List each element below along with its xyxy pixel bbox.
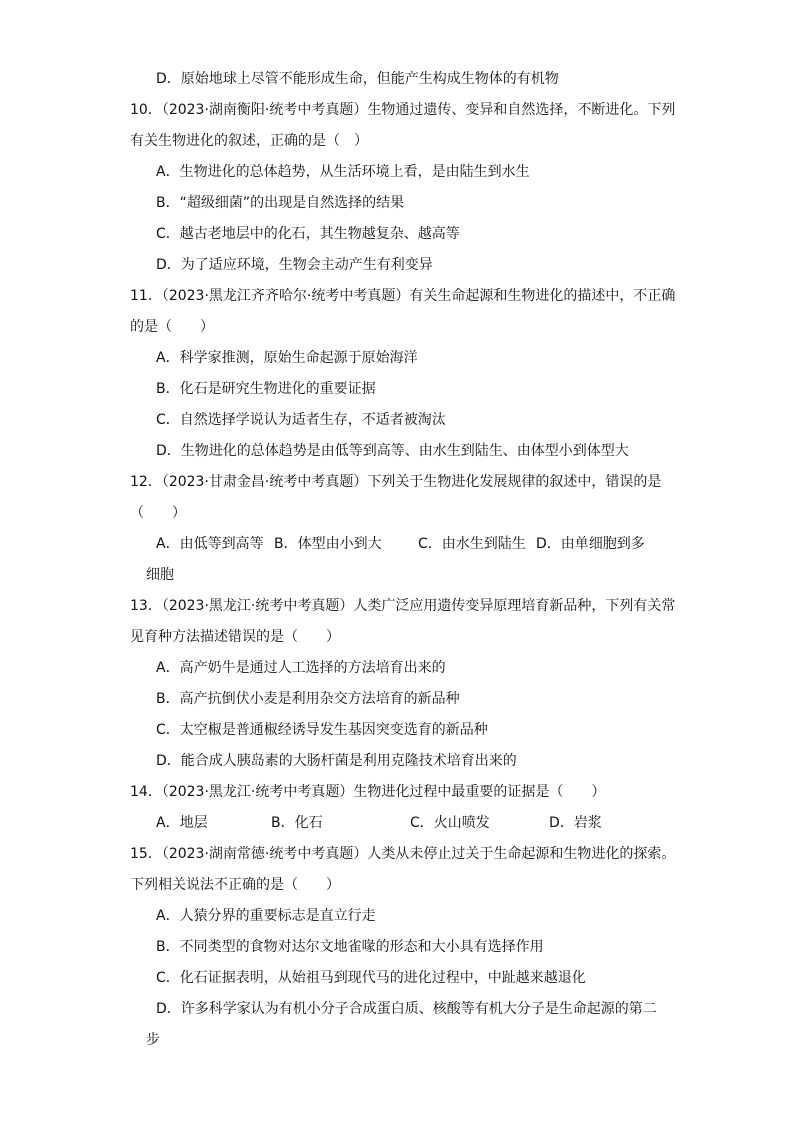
q9-option-d: D．原始地球上尽管不能形成生命，但能产生构成生物体的有机物 (156, 71, 559, 87)
q15-option-c: C．化石证据表明，从始祖马到现代马的进化过程中，中趾越来越退化 (156, 970, 586, 986)
q11-option-b: B．化石是研究生物进化的重要证据 (156, 381, 376, 397)
q11-stem-line-1: 11．（2023·黑龙江齐齐哈尔·统考中考真题）有关生命起源和生物进化的描述中，不正确 (130, 288, 676, 304)
q10-option-c: C．越古老地层中的化石，其生物越复杂、越高等 (156, 226, 460, 242)
question-15 (130, 839, 694, 1056)
q14-stem: 14．（2023·黑龙江·统考中考真题）生物进化过程中最重要的证据是（ ） (130, 784, 606, 800)
q14-option-d: D．岩浆 (549, 815, 602, 831)
q11-option-c: C．自然选择学说认为适者生存，不适者被淘汰 (156, 412, 446, 428)
q13-option-c: C．太空椒是普通椒经诱导发生基因突变选育的新品种 (156, 722, 488, 738)
q12-option-a: A．由低等到高等 (156, 536, 264, 552)
question-13 (130, 591, 694, 777)
q14-option-b: B．化石 (271, 815, 323, 831)
q11-option-a: A．科学家推测，原始生命起源于原始海洋 (156, 350, 418, 366)
q11-option-d: D．生物进化的总体趋势是由低等到高等、由水生到陆生、由体型小到体型大 (156, 443, 629, 459)
q12-option-d: D．由单细胞到多 (536, 536, 645, 552)
q15-option-b: B．不同类型的食物对达尔文地雀喙的形态和大小具有选择作用 (156, 939, 544, 955)
question-12 (130, 467, 694, 591)
q14-options-row (130, 808, 694, 839)
q13-option-b: B．高产抗倒伏小麦是利用杂交方法培育的新品种 (156, 691, 460, 707)
q15-option-a: A．人猿分界的重要标志是直立行走 (156, 908, 376, 924)
q14-option-c: C．火山喷发 (410, 815, 490, 831)
question-14 (130, 777, 694, 839)
q10-stem-line-1: 10．（2023·湖南衡阳·统考中考真题）生物通过遗传、变异和自然选择，不断进化。下列 (130, 102, 676, 118)
q12-option-d-continued: 细胞 (146, 567, 174, 583)
q15-option-d-continued: 步 (146, 1032, 160, 1048)
question-11 (130, 281, 694, 467)
q15-stem-line-2: 下列相关说法不正确的是（ ） (130, 877, 340, 893)
q15-option-d: D．许多科学家认为有机小分子合成蛋白质、核酸等有机大分子是生命起源的第二 (156, 1001, 657, 1017)
q12-stem-line-2: （ ） (130, 505, 186, 521)
q12-option-b: B．体型由小到大 (274, 536, 382, 552)
q13-option-a: A．高产奶牛是通过人工选择的方法培育出来的 (156, 660, 446, 676)
q15-stem-line-1: 15．（2023·湖南常德·统考中考真题）人类从未停止过关于生命起源和生物进化的探索。 (130, 846, 676, 862)
q12-options-row (130, 529, 694, 560)
q10-option-b: B．“超级细菌”的出现是自然选择的结果 (156, 195, 405, 211)
q13-stem-line-2: 见育种方法描述错误的是（ ） (130, 629, 340, 645)
q13-stem-line-1: 13．（2023·黑龙江·统考中考真题）人类广泛应用遗传变异原理培育新品种，下列有关常 (130, 598, 676, 614)
q11-stem-line-2: 的是（ ） (130, 319, 214, 335)
q10-option-d: D．为了适应环境，生物会主动产生有利变异 (156, 257, 433, 273)
question-10 (130, 95, 694, 281)
q13-option-d: D．能合成人胰岛素的大肠杆菌是利用克隆技术培育出来的 (156, 753, 517, 769)
q14-option-a: A．地层 (156, 815, 208, 831)
q10-option-a: A．生物进化的总体趋势，从生活环境上看，是由陆生到水生 (156, 164, 530, 180)
q12-option-c: C．由水生到陆生 (418, 536, 526, 552)
q12-stem-line-1: 12．（2023·甘肃金昌·统考中考真题）下列关于生物进化发展规律的叙述中，错误的是 (130, 474, 662, 490)
q10-stem-line-2: 有关生物进化的叙述，正确的是（ ） (130, 133, 368, 149)
